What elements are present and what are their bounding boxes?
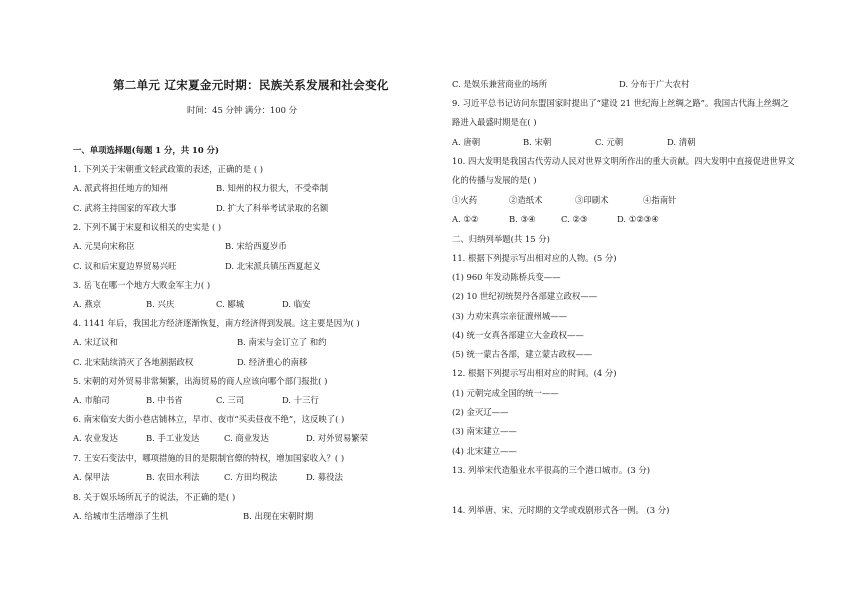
question-4-option-a: A. 宋辽议和 xyxy=(73,337,118,347)
question-8-option-a: A. 给城市生活增添了生机 xyxy=(73,511,169,521)
question-11-line-5: (5) 统一蒙古各部，建立蒙古政权—— xyxy=(452,349,593,359)
question-4-stem: 4. 1141 年后，我国北方经济逐渐恢复，南方经济得到发展。这主要是因为( ) xyxy=(73,318,360,328)
question-10-stem-line-2: 化的传播与发展的是( ) xyxy=(452,175,537,185)
question-8-option-b: B. 出现在宋朝时期 xyxy=(243,511,314,521)
question-11-stem: 11. 根据下列提示写出相对应的人物。(5 分) xyxy=(452,253,617,263)
question-11-line-2: (2) 10 世纪初统契丹各部建立政权—— xyxy=(452,291,598,301)
question-9-option-c: C. 元朝 xyxy=(595,137,624,147)
question-7-option-d: D. 募役法 xyxy=(306,472,343,482)
question-11-line-1: (1) 960 年发动陈桥兵变—— xyxy=(452,272,561,282)
question-4-option-c: C. 北宋陆续消灭了各地割据政权 xyxy=(73,357,194,367)
question-1-option-d: D. 扩大了科举考试录取的名额 xyxy=(216,203,329,213)
question-5-option-b: B. 中书省 xyxy=(146,395,183,405)
question-1-option-c: C. 武将主持国家的军政大事 xyxy=(73,203,177,213)
question-6-option-a: A. 农业发达 xyxy=(73,433,118,443)
question-3-option-b: B. 兴庆 xyxy=(146,299,175,309)
question-12-line-1: (1) 元朝完成全国的统一—— xyxy=(452,388,559,398)
question-10-item-2: ②造纸术 xyxy=(509,195,543,205)
question-5-option-d: D. 十三行 xyxy=(282,395,319,405)
question-9-option-d: D. 清朝 xyxy=(667,137,696,147)
question-10-option-c: C. ②③ xyxy=(561,214,588,224)
question-5-stem: 5. 宋朝的对外贸易非常频繁，出海贸易的商人应该向哪个部门报批( ) xyxy=(73,376,328,386)
question-6-option-c: C. 商业发达 xyxy=(224,433,269,443)
question-2-option-a: A. 元昊向宋称臣 xyxy=(73,241,135,251)
exam-meta: 时间：45 分钟 满分：100 分 xyxy=(187,105,298,115)
question-9-option-a: A. 唐朝 xyxy=(452,137,481,147)
question-11-line-3: (3) 力劝宋真宗亲征澶州城—— xyxy=(452,311,568,321)
question-12-line-3: (3) 南宋建立—— xyxy=(452,426,517,436)
question-12-line-4: (4) 北宋建立—— xyxy=(452,446,517,456)
question-10-option-d: D. ①②③④ xyxy=(617,214,659,224)
question-3-option-c: C. 郾城 xyxy=(216,299,245,309)
question-11-line-4: (4) 统一女真各部建立大金政权—— xyxy=(452,330,584,340)
question-7-option-b: B. 农田水利法 xyxy=(146,472,200,482)
question-4-option-d: D. 经济重心的南移 xyxy=(237,357,308,367)
question-10-option-a: A. ①② xyxy=(452,214,479,224)
question-3-option-a: A. 燕京 xyxy=(73,299,102,309)
question-5-option-a: A. 市舶司 xyxy=(73,395,110,405)
question-6-stem: 6. 南宋临安大街小巷店铺林立，早市、夜市“买卖昼夜不绝”，这反映了( ) xyxy=(73,414,345,424)
question-13-stem: 13. 列举宋代造船业水平很高的三个港口城市。(3 分) xyxy=(452,465,651,475)
question-5-option-c: C. 三司 xyxy=(216,395,245,405)
question-9-option-b: B. 宋朝 xyxy=(523,137,552,147)
question-12-stem: 12. 根据下列提示写出相对应的时间。(4 分) xyxy=(452,368,617,378)
question-2-option-c: C. 议和后宋夏边界贸易兴旺 xyxy=(73,261,177,271)
question-10-item-1: ①火药 xyxy=(452,195,478,205)
question-12-line-2: (2) 金灭辽—— xyxy=(452,407,509,417)
question-8-option-c: C. 是娱乐兼营商业的场所 xyxy=(452,79,548,89)
question-2-stem: 2. 下列不属于宋夏和议相关的史实是 ( ) xyxy=(73,222,222,232)
question-1-option-a: A. 派武将担任地方的知州 xyxy=(73,183,169,193)
section-heading-1: 一、单项选择题(每题 1 分，共 10 分) xyxy=(73,145,219,155)
section-heading-2: 二、归纳列举题(共 15 分) xyxy=(452,234,550,244)
question-3-option-d: D. 临安 xyxy=(282,299,311,309)
question-8-stem: 8. 关于娱乐场所瓦子的说法，不正确的是( ) xyxy=(73,492,236,502)
question-7-option-a: A. 保甲法 xyxy=(73,472,110,482)
question-6-option-b: B. 手工业发达 xyxy=(146,433,200,443)
question-1-stem: 1. 下列关于宋朝重文轻武政策的表述，正确的是 ( ) xyxy=(73,164,264,174)
question-2-option-d: D. 北宋派兵镇压西夏起义 xyxy=(225,261,321,271)
question-9-stem-line-1: 9. 习近平总书记访问东盟国家时提出了“建设 21 世纪海上丝绸之路”。我国古代海上丝绸之 xyxy=(452,98,789,108)
question-10-item-3: ③印刷术 xyxy=(575,195,609,205)
question-8-option-d: D. 分布于广大农村 xyxy=(619,79,690,89)
question-7-stem: 7. 王安石变法中，哪项措施的目的是限制官僚的特权，增加国家收入？( ) xyxy=(73,453,345,463)
question-2-option-b: B. 宋给西夏岁币 xyxy=(225,241,287,251)
question-1-option-b: B. 知州的权力很大，不受牵制 xyxy=(216,183,328,193)
question-4-option-b: B. 南宋与金订立了 和约 xyxy=(237,337,327,347)
question-10-stem-line-1: 10. 四大发明是我国古代劳动人民对世界文明所作出的重大贡献。四大发明中直接促进世界文 xyxy=(452,156,795,166)
question-14-stem: 14. 列举唐、宋、元时期的文学或戏剧形式各一例。 (3 分) xyxy=(452,505,670,515)
question-6-option-d: D. 对外贸易繁荣 xyxy=(306,433,368,443)
question-9-stem-line-2: 路进入最盛时期是在( ) xyxy=(452,117,537,127)
question-10-item-4: ④指南针 xyxy=(643,195,677,205)
question-10-option-b: B. ③④ xyxy=(509,214,536,224)
question-7-option-c: C. 方田均税法 xyxy=(224,472,278,482)
page-title: 第二单元 辽宋夏金元时期：民族关系发展和社会变化 xyxy=(113,78,389,92)
question-3-stem: 3. 岳飞在哪一个地方大败金军主力( ) xyxy=(73,280,211,290)
